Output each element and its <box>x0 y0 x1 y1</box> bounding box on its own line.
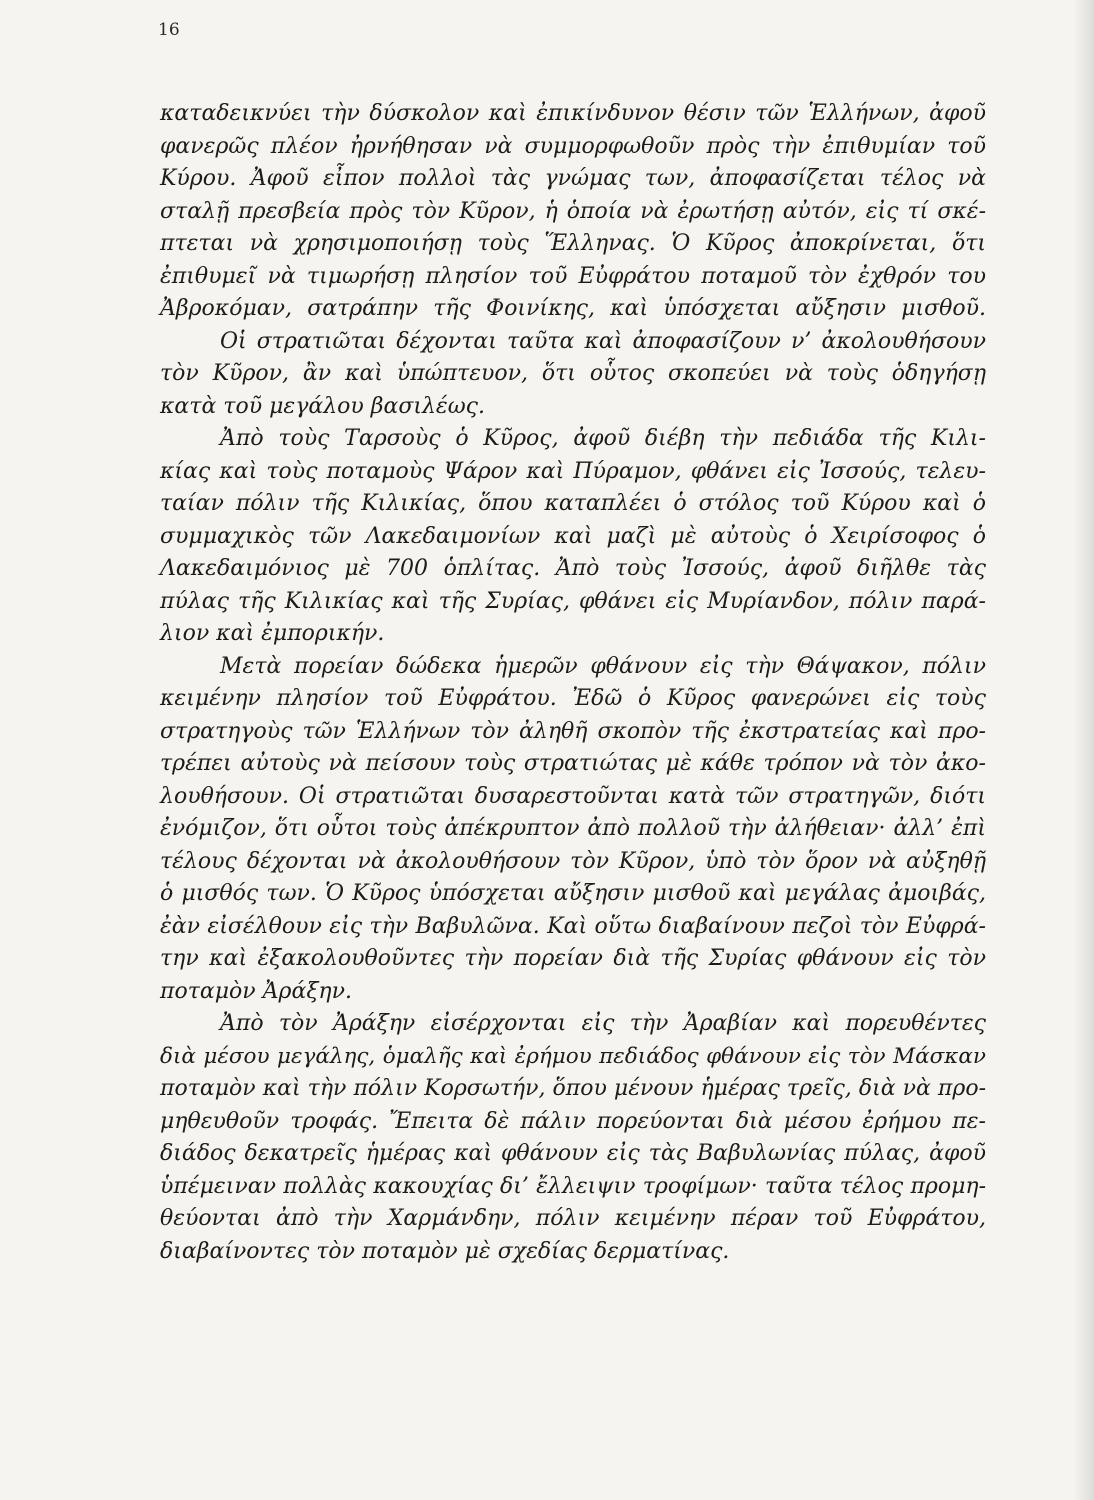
text-line: μηθευθοῦν τροφάς. Ἔπειτα δὲ πάλιν πορεύονται διὰ μέσου ἐρήμου πε- <box>160 1108 986 1134</box>
text-line: συμμαχικὸς τῶν Λακεδαιμονίων καὶ μαζὶ μὲ αὐτοὺς ὁ Χειρίσοφος ὁ <box>160 523 986 549</box>
text-line: ἐὰν εἰσέλθουν εἰς τὴν Βαβυλῶνα. Καὶ οὕτω διαβαίνουν πεζοὶ τὸν Εὐφρά- <box>160 913 986 939</box>
text-line: ποταμὸν Ἀράξην. <box>160 978 352 1004</box>
text-line: κίας καὶ τοὺς ποταμοὺς Ψάρον καὶ Πύραμον, φθάνει εἰς Ἰσσούς, τελευ- <box>160 458 986 484</box>
text-line: ἐπιθυμεῖ νὰ τιμωρήσῃ πλησίον τοῦ Εὐφράτου ποταμοῦ τὸν ἐχθρόν του <box>160 263 986 289</box>
text-line: κειμένην πλησίον τοῦ Εὐφράτου. Ἐδῶ ὁ Κῦρος φανερώνει εἰς τοὺς <box>160 686 986 711</box>
text-line: πτεται νὰ χρησιμοποιήσῃ τοὺς Ἕλληνας. Ὁ Κῦρος ἀποκρίνεται, ὅτι <box>160 231 986 256</box>
text-line: θεύονται ἀπὸ τὴν Χαρμάνδην, πόλιν κειμένην πέραν τοῦ Εὐφράτου, <box>160 1206 986 1231</box>
text-line: Ἀπὸ τὸν Ἀράξην εἰσέρχονται εἰς τὴν Ἀραβίαν καὶ πορευθέντες <box>220 1011 986 1036</box>
text-line: Μετὰ πορείαν δώδεκα ἡμερῶν φθάνουν εἰς τὴν Θάψακον, πόλιν <box>220 653 986 679</box>
text-line: καταδεικνύει τὴν δύσκολον καὶ ἐπικίνδυνον θέσιν τῶν Ἑλλήνων, ἀφοῦ <box>160 101 986 126</box>
text-line: πύλας τῆς Κιλικίας καὶ τῆς Συρίας, φθάνει εἰς Μυρίανδον, πόλιν παρά- <box>160 588 986 614</box>
text-line: Κύρου. Ἀφοῦ εἶπον πολλοὶ τὰς γνώμας των, ἀποφασίζεται τέλος νὰ <box>160 166 986 191</box>
text-line: φανερῶς πλέον ἠρνήθησαν νὰ συμμορφωθοῦν πρὸς τὴν ἐπιθυμίαν τοῦ <box>160 133 986 159</box>
text-line: ἐνόμιζον, ὅτι οὗτοι τοὺς ἀπέκρυπτον ἀπὸ πολλοῦ τὴν ἀλήθειαν· ἀλλ’ ἐπὶ <box>160 816 986 841</box>
text-line: διαβαίνοντες τὸν ποταμὸν μὲ σχεδίας δερματίνας. <box>160 1238 730 1264</box>
text-line: Ἀβροκόμαν, σατράπην τῆς Φοινίκης, καὶ ὑπόσχεται αὔξησιν μισθοῦ. <box>160 296 986 321</box>
text-line: ποταμὸν καὶ τὴν πόλιν Κορσωτήν, ὅπου μένουν ἡμέρας τρεῖς, διὰ νὰ προ- <box>160 1076 986 1101</box>
text-line: ὁ μισθός των. Ὁ Κῦρος ὑπόσχεται αὔξησιν μισθοῦ καὶ μεγάλας ἀμοιβάς, <box>160 881 986 906</box>
page-edge-shadow <box>1072 0 1094 1500</box>
text-line: σταλῇ πρεσβεία πρὸς τὸν Κῦρον, ἡ ὁποία νὰ ἐρωτήσῃ αὐτόν, εἰς τί σκέ- <box>160 198 986 224</box>
text-line: την καὶ ἐξακολουθοῦντες τὴν πορείαν διὰ τῆς Συρίας φθάνουν εἰς τὸν <box>160 946 986 971</box>
text-line: Οἱ στρατιῶται δέχονται ταῦτα καὶ ἀποφασίζουν ν’ ἀκολουθήσουν <box>220 328 986 354</box>
text-line: λιον καὶ ἐμπορικήν. <box>160 621 385 646</box>
text-line: ταίαν πόλιν τῆς Κιλικίας, ὅπου καταπλέει ὁ στόλος τοῦ Κύρου καὶ ὁ <box>160 491 986 516</box>
text-line: ὑπέμειναν πολλὰς κακουχίας δι’ ἔλλειψιν τροφίμων· ταῦτα τέλος προμη- <box>160 1173 986 1199</box>
text-line: κατὰ τοῦ μεγάλου βασιλέως. <box>160 393 485 419</box>
text-line: τὸν Κῦρον, ἂν καὶ ὑπώπτευον, ὅτι οὗτος σκοπεύει νὰ τοὺς ὁδηγήσῃ <box>160 361 986 386</box>
text-line: τέλους δέχονται νὰ ἀκολουθήσουν τὸν Κῦρον, ὑπὸ τὸν ὅρον νὰ αὐξηθῇ <box>160 848 986 874</box>
text-line: Ἀπὸ τοὺς Ταρσοὺς ὁ Κῦρος, ἀφοῦ διέβη τὴν πεδιάδα τῆς Κιλι- <box>220 426 986 451</box>
text-line: τρέπει αὐτοὺς νὰ πείσουν τοὺς στρατιώτας μὲ κάθε τρόπον νὰ τὸν ἀκο- <box>160 751 986 776</box>
text-line: διάδος δεκατρεῖς ἡμέρας καὶ φθάνουν εἰς τὰς Βαβυλωνίας πύλας, ἀφοῦ <box>160 1141 986 1166</box>
text-line: Λακεδαιμόνιος μὲ 700 ὁπλίτας. Ἀπὸ τοὺς Ἰσσούς, ἀφοῦ διῆλθε τὰς <box>160 556 986 581</box>
body-text <box>160 98 986 1268</box>
text-line: λουθήσουν. Οἱ στρατιῶται δυσαρεστοῦνται κατὰ τῶν στρατηγῶν, διότι <box>160 783 986 809</box>
text-line: στρατηγοὺς τῶν Ἑλλήνων τὸν ἀληθῆ σκοπὸν τῆς ἐκστρατείας καὶ προ- <box>160 718 986 744</box>
text-line: διὰ μέσου μεγάλης, ὁμαλῆς καὶ ἐρήμου πεδιάδος φθάνουν εἰς τὸν Μάσκαν <box>160 1043 986 1069</box>
page-number: 16 <box>158 20 180 40</box>
